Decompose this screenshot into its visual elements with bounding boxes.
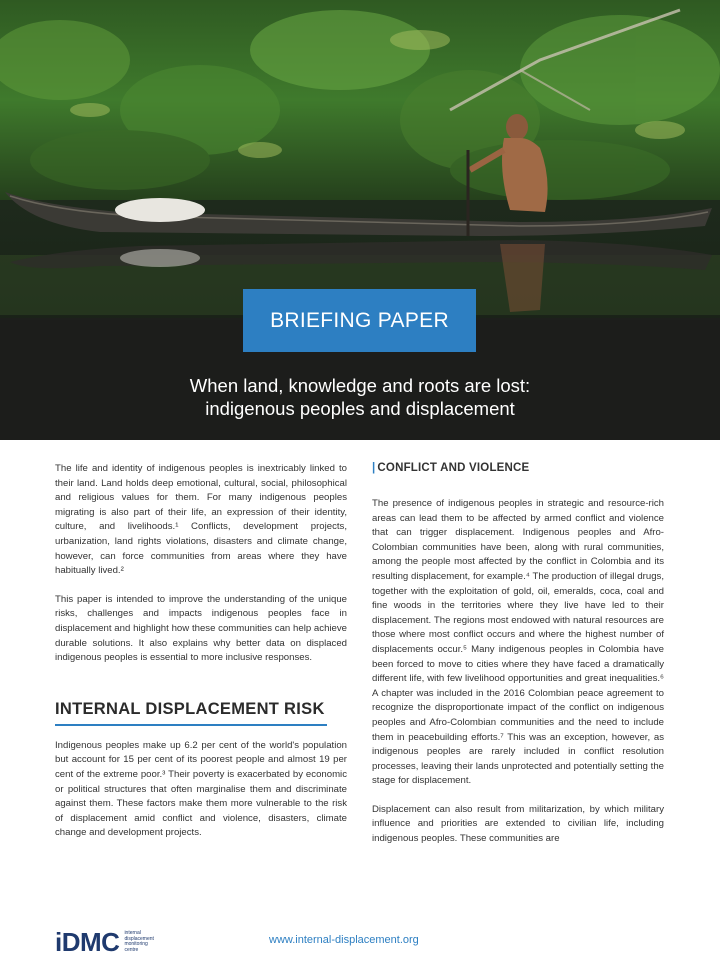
- heading-bar-marker: |: [372, 462, 376, 474]
- document-title-line-2: indigenous peoples and displacement: [205, 398, 515, 419]
- logo-sub-line: displacement: [124, 935, 154, 942]
- section-heading-rule: [55, 724, 327, 726]
- idmc-logo-subtitle: [124, 931, 160, 953]
- idmc-logo: [55, 929, 160, 955]
- conflict-violence-heading-text: CONFLICT AND VIOLENCE: [377, 462, 530, 474]
- conflict-paragraph-1: The presence of indigenous peoples in strategic and resource-rich areas can lead them to be affected by armed conflict and violence that can trigger displacement. Indigenous peoples and Afro-Colombian communities have been, along with rural communities, among the people most affected by the conflict in Colombia and its resulting displacement, for example.⁴ The production of illegal drugs, together with the exploitation of gold, oil, emeralds, coca, coal and fine woods in the territories where they live have led to their displacement. The regions most endowed with natural resources are those where most conflict occurs and where the highest number of displacements occur.⁵ Many indigenous peoples in Colombia have been forced to move to cities where they have faced a dramatically different life, with few livelihood opportunities and great inequalities.⁶ A chapter was included in the 2016 Colombian peace agreement to recognize the disproportionate impact of the conflict on indigenous peoples and Afro-Colombian communities and the need to include them in peacebuilding efforts.⁷ This was an exception, however, as indigenous peoples are rarely included in conflict resolution processes, leaving their lands unprotected and potentially setting the stage for displacement.: [372, 498, 664, 787]
- intro-paragraph-2: This paper is intended to improve the understanding of the unique risks, challenges and impacts indigenous peoples face in displacement and highlight how these communities can help achieve durable solutions. It also explains why better data on displaced indigenous peoples is essential to more inclusive responses.: [55, 593, 347, 664]
- logo-sub-line: internal: [124, 930, 141, 936]
- internal-displacement-risk-paragraph: Indigenous peoples make up 6.2 per cent of the world's population but account for 15 per cent of its poorest people and almost 19 per cent of the extreme poor.³ Their poverty is exacerbated by economic or political structures that often marginalise them and discriminate against them. These factors make them more vulnerable to the risk of displacement amid conflict and violence, disasters, climate change and development projects.: [55, 739, 347, 839]
- intro-paragraph-1: The life and identity of indigenous peoples is inextricably linked to their land. Land holds deep emotional, cultural, social, philosophical and religious values for them. For many indigenous peoples migrating is also part of their life, an expression of their identity, culture, and livelihoods.¹ Conflicts, development projects, urbanization, land rights violations, disasters and climate change, however, can force communities from areas where they have habitually lived.²: [55, 463, 347, 577]
- document-title-line-1: When land, knowledge and roots are lost:: [189, 375, 531, 396]
- document-title: [60, 374, 660, 420]
- page-footer: [0, 915, 720, 960]
- right-column: [372, 462, 664, 847]
- hero-section: [0, 0, 720, 440]
- conflict-violence-heading: [372, 462, 664, 474]
- idmc-logo-text: iDMC: [55, 927, 120, 957]
- left-column: [55, 462, 347, 841]
- logo-sub-line: monitoring: [124, 941, 148, 947]
- website-link[interactable]: www.internal-displacement.org: [269, 934, 419, 946]
- logo-sub-line: centre: [124, 946, 139, 953]
- conflict-paragraph-2: Displacement can also result from militarization, by which military influence and priorities are extended to civilian life, including indigenous peoples. These communities are: [372, 803, 664, 845]
- internal-displacement-risk-heading: INTERNAL DISPLACEMENT RISK: [55, 699, 325, 718]
- briefing-paper-text: BRIEFING PAPER: [270, 308, 449, 332]
- briefing-paper-label: [243, 289, 476, 352]
